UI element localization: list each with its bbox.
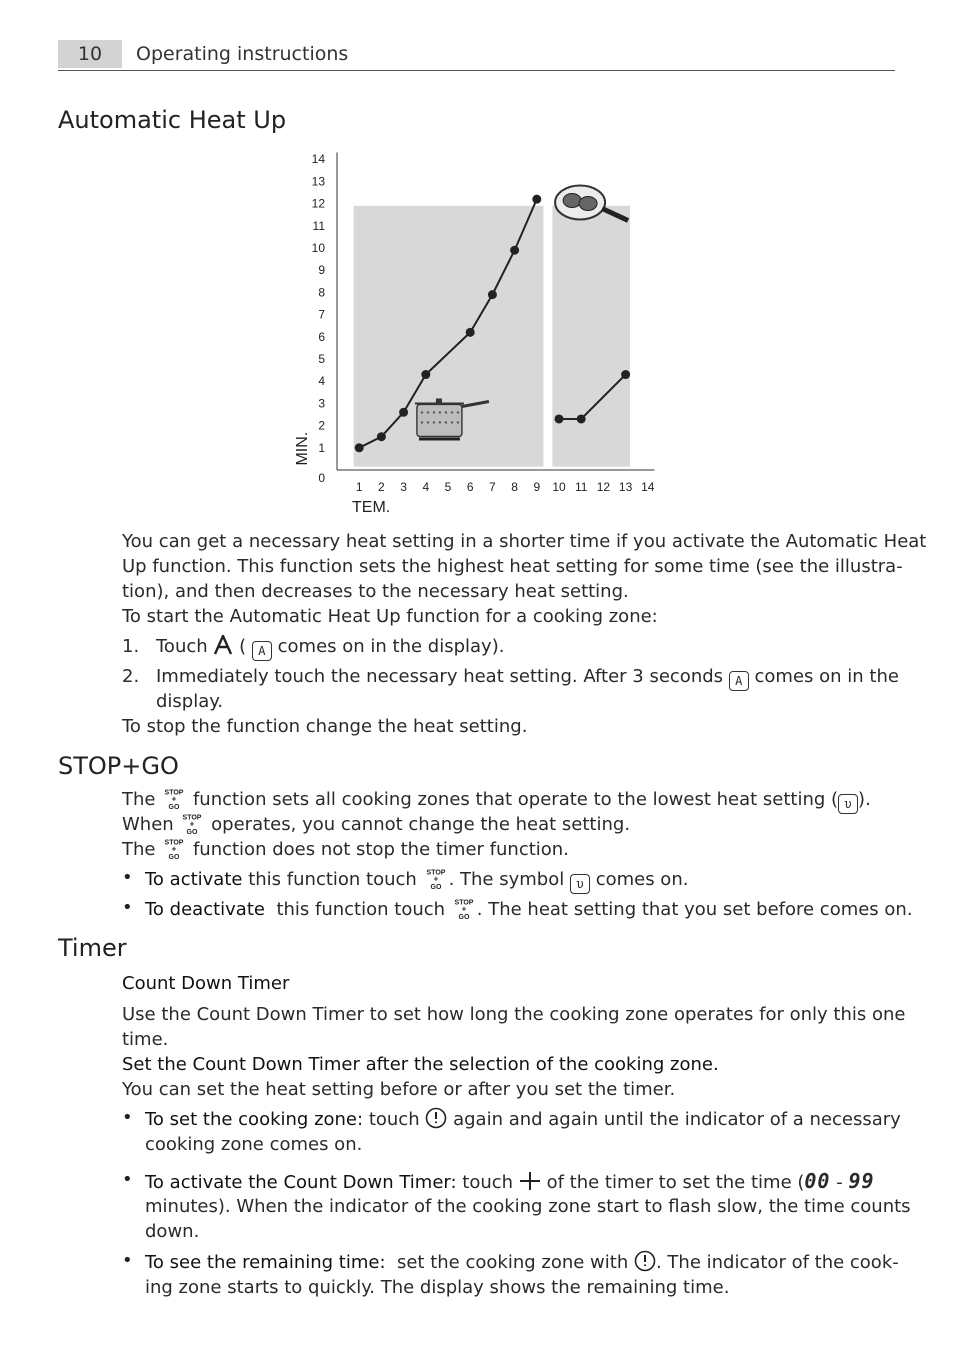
auto-heat-stop-text: To stop the function change the heat setting.: [122, 716, 528, 737]
step-1-text-c: comes on in the display).: [277, 636, 505, 657]
svg-text:+: +: [461, 904, 467, 914]
y-tick-label: 1: [318, 440, 325, 455]
x-tick-label: 1: [355, 480, 363, 494]
y-tick-label: 13: [311, 174, 325, 189]
stopgo-line2: [122, 812, 630, 837]
auto-heat-para-line3: tion), and then decreases to the necessary heat setting.: [122, 581, 629, 602]
y-tick-label: 11: [312, 218, 325, 233]
header-title: Operating instructions: [136, 43, 349, 65]
timer-remaining-b: . The indicator of the cook-: [655, 1252, 899, 1273]
y-tick-label: 6: [318, 329, 325, 344]
stopgo-deactivate-label: To deactivate: [145, 899, 265, 920]
y-tick-label: 5: [318, 352, 325, 366]
y-tick-label: 2: [318, 418, 325, 433]
timer-clock-icon: [634, 1250, 656, 1272]
stopgo-activate-c: comes on.: [595, 869, 689, 890]
timer-para-1: Use the Count Down Timer to set how long the cooking zone operates for only this one: [122, 1004, 906, 1025]
stopgo-deactivate-a: this function touch: [276, 899, 446, 920]
y-tick-label: 7: [318, 307, 325, 322]
pot-lid-knob: [436, 398, 442, 403]
timer-range-dash: -: [836, 1172, 843, 1193]
y-tick-label: 9: [318, 263, 325, 278]
x-tick-label: 5: [444, 480, 452, 494]
svg-text:+: +: [171, 844, 177, 854]
step-2-number: 2.: [122, 666, 140, 687]
stop-go-icon: [179, 813, 205, 835]
svg-text:GO: GO: [430, 884, 442, 890]
svg-text:GO: GO: [168, 854, 180, 860]
y-tick-label: 0: [318, 471, 325, 485]
x-tick-label: 6: [466, 480, 474, 494]
pot-bubble: [433, 411, 435, 413]
stopgo-deactivate-item: [145, 897, 913, 922]
y-tick-label: 4: [318, 374, 325, 389]
timer-activate-a: touch: [462, 1172, 514, 1193]
pan-food: [563, 193, 581, 207]
timer-subheading: Count Down Timer: [122, 973, 290, 994]
timer-set-zone-b: again and again until the indicator of a necessary: [453, 1109, 901, 1130]
x-tick-label: 13: [618, 480, 633, 494]
display-a-symbol: A: [252, 641, 272, 661]
data-point: [399, 408, 408, 417]
x-tick-label: 14: [641, 480, 655, 494]
stopgo-line3-a: The: [122, 839, 156, 860]
data-point: [355, 443, 364, 452]
x-tick-label: 9: [533, 480, 541, 494]
x-tick-label: 3: [400, 480, 407, 494]
y-tick-label: 8: [318, 285, 325, 300]
svg-text:STOP: STOP: [164, 839, 184, 847]
y-tick-label: 3: [318, 396, 325, 411]
pan-food: [579, 196, 597, 210]
pot-bubble: [433, 421, 435, 423]
step-1-text-b: (: [239, 636, 247, 657]
header-divider: [58, 70, 895, 71]
timer-para-2: Set the Count Down Timer after the selection of the cooking zone.: [122, 1054, 719, 1075]
timer-activate-item: [145, 1169, 875, 1195]
bullet-dot: •: [122, 867, 133, 888]
x-tick-label: 4: [422, 480, 430, 494]
timer-set-zone-label: To set the cooking zone:: [145, 1109, 364, 1130]
timer-set-zone-a: touch: [368, 1109, 420, 1130]
bullet-dot: •: [122, 1107, 133, 1128]
section-heading-auto-heat: Automatic Heat Up: [58, 106, 287, 134]
step-1-text-a: Touch: [156, 636, 208, 657]
step-1: [156, 634, 504, 661]
timer-remaining-c: ing zone starts to quickly. The display shows the remaining time.: [145, 1277, 730, 1298]
stopgo-line1-a: The: [122, 789, 156, 810]
timer-remaining-label: To see the remaining time:: [145, 1252, 386, 1273]
display-a-symbol: A: [729, 671, 749, 691]
x-tick-label: 12: [596, 480, 611, 494]
pot-bubble: [421, 411, 423, 413]
stopgo-line2-a: When: [122, 814, 174, 835]
x-axis-label: TEM.: [352, 499, 391, 516]
pot-bubble: [451, 421, 453, 423]
step-2: [156, 664, 899, 691]
pot-bubble: [439, 421, 441, 423]
step-1-number: 1.: [122, 636, 140, 657]
timer-para-1b: time.: [122, 1029, 169, 1050]
frying-pan-icon: [555, 185, 628, 220]
timer-range-min: 00: [804, 1169, 831, 1193]
pot-bubble: [427, 421, 429, 423]
stopgo-activate-label: To activate: [145, 869, 243, 890]
data-point: [421, 370, 430, 379]
svg-text:STOP: STOP: [164, 789, 184, 797]
step-2-text-c: display.: [156, 691, 224, 712]
data-point: [555, 414, 564, 423]
page-number: 10: [58, 40, 122, 68]
stop-go-icon: [161, 838, 187, 860]
stopgo-line1: [122, 787, 871, 814]
svg-text:GO: GO: [458, 914, 470, 920]
step-2-text-b: comes on in the: [754, 666, 899, 687]
stop-go-icon: [423, 868, 449, 890]
svg-text:+: +: [171, 794, 177, 804]
stop-go-icon: [451, 898, 477, 920]
data-point: [532, 195, 541, 204]
pot-base: [419, 437, 460, 440]
svg-text:+: +: [190, 819, 195, 829]
bullet-dot: •: [122, 1250, 133, 1271]
stopgo-deactivate-b: . The heat setting that you set before comes on.: [476, 899, 913, 920]
data-point: [377, 432, 386, 441]
a-key-icon: [213, 635, 233, 655]
timer-set-zone-item: [145, 1107, 901, 1132]
pot-bubble: [439, 411, 441, 413]
stopgo-line3-b: function does not stop the timer function.: [192, 839, 569, 860]
pot-bubble: [445, 411, 447, 413]
low-heat-symbol: υ: [570, 874, 590, 894]
section-heading-stopgo: STOP+GO: [58, 752, 179, 780]
data-point: [488, 290, 497, 299]
bullet-dot: •: [122, 897, 133, 918]
timer-para-3: You can set the heat setting before or after you set the timer.: [122, 1079, 676, 1100]
x-tick-label: 8: [511, 480, 518, 494]
x-tick-label: 2: [378, 480, 385, 494]
auto-heat-para-line1: You can get a necessary heat setting in a shorter time if you activate the Automatic Heat: [122, 531, 927, 552]
timer-remaining-item: [145, 1250, 899, 1275]
timer-activate-d: down.: [145, 1221, 200, 1242]
pot-body: [417, 404, 462, 436]
timer-activate-label: To activate the Count Down Timer:: [145, 1172, 457, 1193]
plus-icon: [519, 1171, 541, 1191]
svg-text:STOP: STOP: [454, 899, 474, 907]
auto-heat-para-line2: Up function. This function sets the highest heat setting for some time (see the illustra-: [122, 556, 903, 577]
svg-text:GO: GO: [168, 804, 180, 810]
pot-bubble: [445, 421, 447, 423]
auto-heat-para-line4: To start the Automatic Heat Up function for a cooking zone:: [122, 606, 658, 627]
timer-remaining-a: set the cooking zone with: [396, 1252, 629, 1273]
data-point: [577, 414, 586, 423]
x-tick-label: 7: [489, 480, 496, 494]
pot-bubble: [421, 421, 423, 423]
stopgo-line3: [122, 837, 569, 862]
step-2-text-a: Immediately touch the necessary heat setting. After 3 seconds: [156, 666, 724, 687]
stopgo-activate-a: this function touch: [248, 869, 417, 890]
timer-clock-icon: [425, 1107, 447, 1129]
data-point: [510, 246, 519, 255]
x-tick-label: 10: [552, 480, 566, 494]
chart-panel-right: [552, 206, 630, 467]
pot-bubble: [457, 421, 459, 423]
pot-bubble: [457, 411, 459, 413]
data-point: [621, 370, 630, 379]
svg-text:+: +: [433, 874, 438, 884]
y-tick-label: 10: [311, 241, 325, 255]
x-tick-label: 11: [574, 480, 588, 494]
timer-set-zone-c: cooking zone comes on.: [145, 1134, 363, 1155]
heat-up-chart: [280, 145, 680, 520]
stopgo-line1-c: ).: [858, 789, 871, 810]
timer-activate-b: of the timer to set the time (: [546, 1172, 805, 1193]
stopgo-line1-b: function sets all cooking zones that operate to the lowest heat setting (: [192, 789, 839, 810]
pot-bubble: [451, 411, 453, 413]
svg-text:STOP: STOP: [426, 869, 446, 877]
y-tick-label: 14: [311, 152, 325, 167]
low-heat-symbol: υ: [838, 794, 858, 814]
stopgo-activate-b: . The symbol: [448, 869, 565, 890]
pot-bubble: [427, 411, 429, 413]
svg-text:STOP: STOP: [182, 814, 202, 822]
timer-range-max: 99: [848, 1169, 875, 1193]
data-point: [466, 328, 475, 337]
bullet-dot: •: [122, 1169, 133, 1190]
svg-text:GO: GO: [186, 829, 198, 835]
y-axis-label: MIN.: [294, 431, 311, 466]
stop-go-icon: [161, 788, 187, 810]
stopgo-line2-b: operates, you cannot change the heat setting.: [211, 814, 631, 835]
y-tick-label: 12: [311, 196, 325, 211]
timer-activate-c: minutes). When the indicator of the cooking zone start to flash slow, the time counts: [145, 1196, 911, 1217]
stopgo-activate-item: [145, 867, 688, 894]
section-heading-timer: Timer: [58, 934, 127, 962]
